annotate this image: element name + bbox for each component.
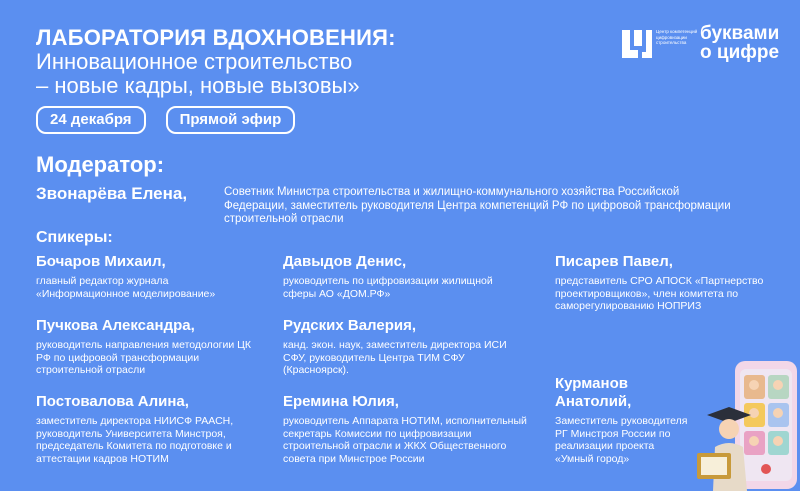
title-line-1: ЛАБОРАТОРИЯ ВДОХНОВЕНИЯ: bbox=[36, 25, 396, 50]
speaker-card bbox=[283, 317, 518, 377]
speaker-name: Рудских Валерия, bbox=[283, 317, 417, 334]
brand-line-1: буквами bbox=[700, 23, 780, 44]
speaker-name: Пучкова Александра, bbox=[36, 317, 195, 334]
moderator-name: Звонарёва Елена, bbox=[36, 184, 188, 203]
organization-logo-icon bbox=[620, 28, 654, 60]
speaker-name: Еремина Юлия, bbox=[283, 393, 399, 410]
speaker-name: Бочаров Михаил, bbox=[36, 253, 166, 270]
speaker-description: представитель СРО АПОСК «Партнерство проектировщиков», член комитета по саморегулированию НОПРИЗ bbox=[555, 275, 764, 312]
moderator-description: Советник Министра строительства и жилищно-коммунального хозяйства Российской Федерации, заместитель руководителя Центра компетенций РФ по цифровой трансформации строительной отрасли bbox=[224, 186, 731, 225]
brand-line-2: о цифре bbox=[700, 42, 780, 63]
speaker-card bbox=[36, 253, 256, 300]
live-badge: Прямой эфир bbox=[166, 106, 296, 134]
moderator-heading: Модератор: bbox=[36, 152, 165, 177]
speaker-name: Постовалова Алина, bbox=[36, 393, 189, 410]
speaker-name: Давыдов Денис, bbox=[283, 253, 407, 270]
date-badge: 24 декабря bbox=[36, 106, 146, 134]
brand-logo-text bbox=[700, 24, 779, 62]
video-call-illustration-icon bbox=[695, 355, 800, 491]
speaker-card bbox=[36, 317, 261, 377]
speaker-description: канд. экон. наук, заместитель директора ИСИ СФУ, руководитель Центра ТИМ СФУ (Красноярск). bbox=[283, 339, 507, 376]
speaker-description: руководитель по цифровизации жилищной сферы АО «ДОМ.РФ» bbox=[283, 275, 493, 300]
title-line-3: – новые кадры, новые вызовы» bbox=[36, 73, 360, 98]
title-line-2: Инновационное строительство bbox=[36, 49, 353, 74]
speaker-card bbox=[283, 393, 528, 465]
speaker-card bbox=[36, 393, 266, 465]
speaker-card bbox=[555, 375, 695, 465]
speaker-description: заместитель директора НИИСФ РААСН, руководитель Университета Минстроя, председатель Комитета по подготовке и аттестации кадров НОТИМ bbox=[36, 415, 234, 465]
speaker-description: руководитель направления методологии ЦК РФ по цифровой трансформации строительной отрасли bbox=[36, 339, 252, 376]
speaker-description: Заместитель руководителя РГ Минстроя России по реализации проекта «Умный город» bbox=[555, 415, 688, 465]
speakers-heading: Спикеры: bbox=[36, 229, 113, 246]
speaker-description: главный редактор журнала «Информационное моделирование» bbox=[36, 275, 216, 300]
speaker-name: Писарев Павел, bbox=[555, 253, 673, 270]
badge-row bbox=[36, 106, 295, 134]
speaker-name: Курманов Анатолий, bbox=[555, 375, 632, 410]
speaker-description: руководитель Аппарата НОТИМ, исполнительный секретарь Комиссии по цифровизации строительной отрасли и ЖКХ Общественного совета при Минстрое России bbox=[283, 415, 527, 465]
speaker-card bbox=[555, 253, 770, 313]
speaker-card bbox=[283, 253, 523, 300]
event-title bbox=[36, 26, 556, 98]
logo-caption: Центр компетенций цифровизации строительства bbox=[656, 29, 698, 45]
